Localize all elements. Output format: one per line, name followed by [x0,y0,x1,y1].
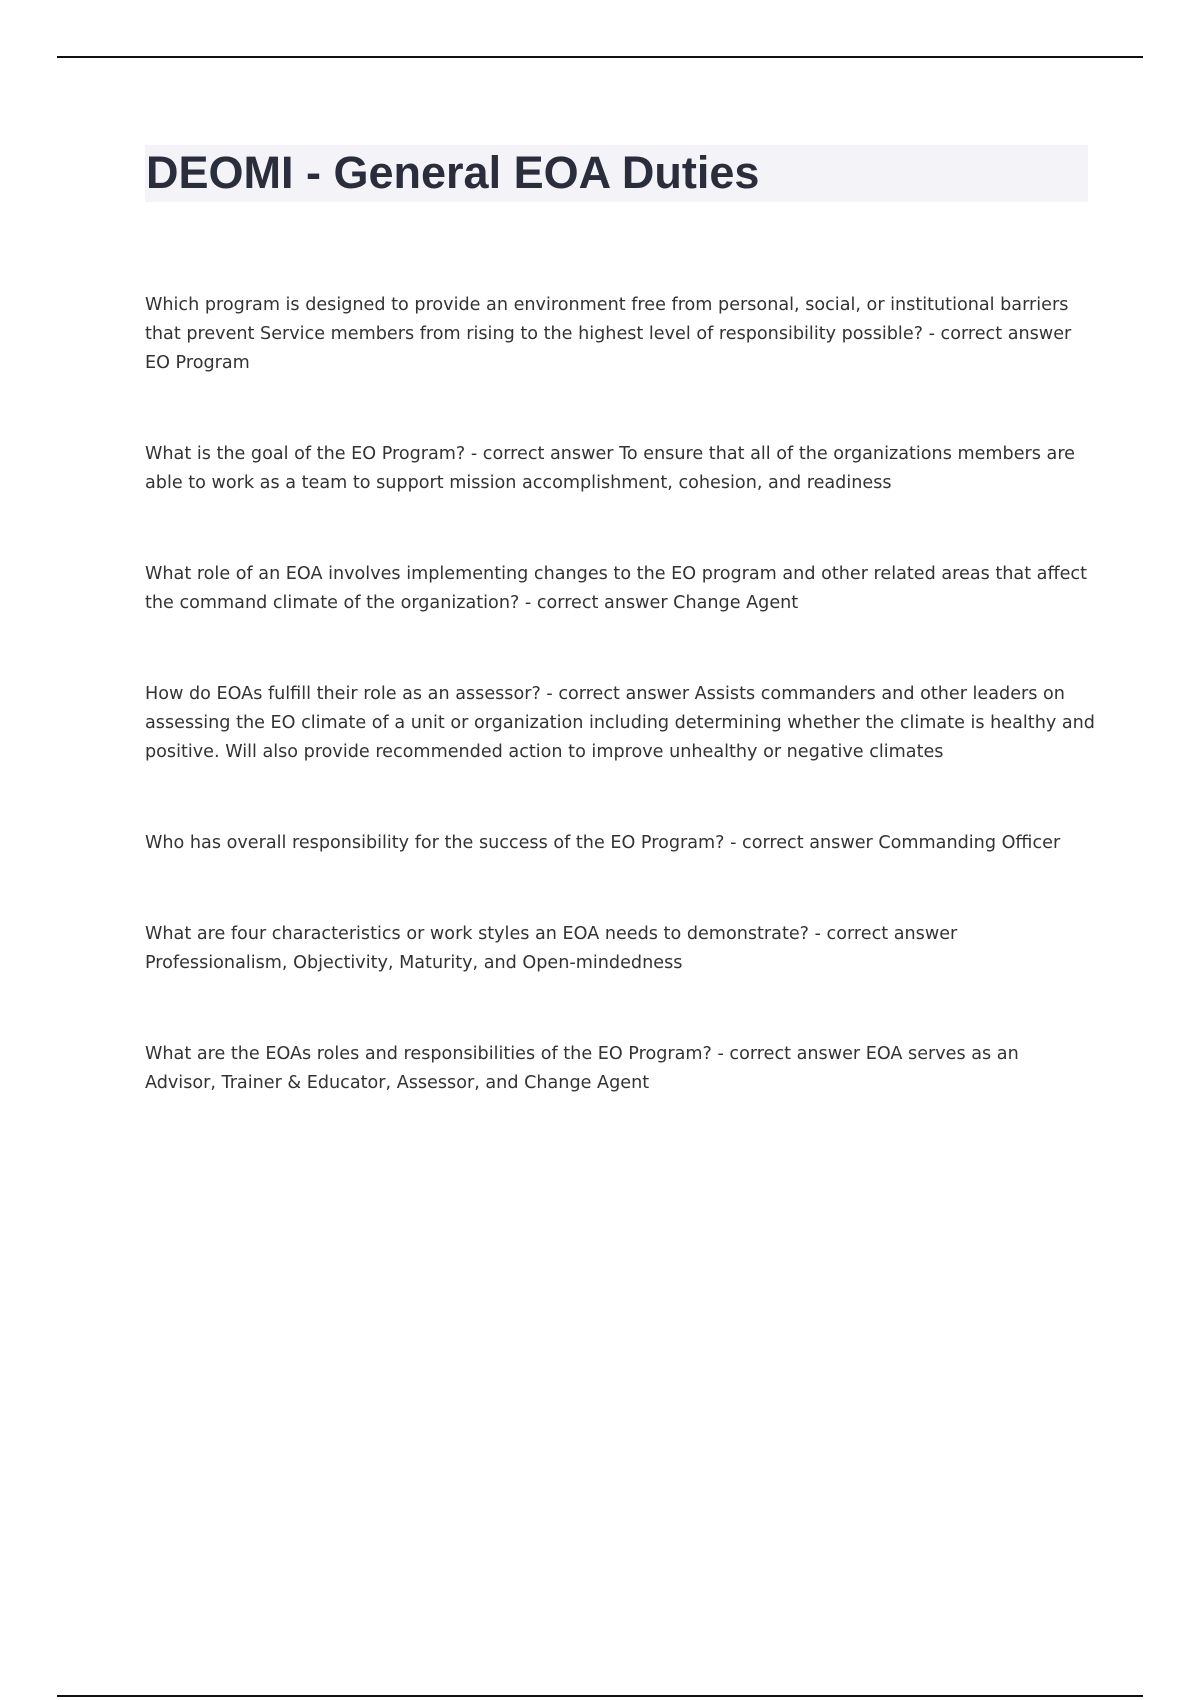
flashcard-4: How do EOAs fulfill their role as an assessor? - correct answer Assists commanders and other leaders on assessing the EO climate of a unit or organization including determining whether the climate is healthy and positive. Will also provide recommended action to improve unhealthy or negative climates [145,684,1095,762]
footer-rule [57,1695,1143,1697]
flashcard-3: What role of an EOA involves implementing changes to the EO program and other related areas that affect the command climate of the organization? - correct answer Change Agent [145,564,1087,613]
flashcard-7: What are the EOAs roles and responsibilities of the EO Program? - correct answer EOA serves as an Advisor, Trainer & Educator, Assessor, and Change Agent [145,1044,1019,1093]
header-rule [57,56,1143,58]
flashcard-1: Which program is designed to provide an environment free from personal, social, or institutional barriers that prevent Service members from rising to the highest level of responsibility possible? - correct answer EO Program [145,295,1072,373]
flashcard-2: What is the goal of the EO Program? - correct answer To ensure that all of the organizations members are able to work as a team to support mission accomplishment, cohesion, and readiness [145,444,1075,493]
page-title: DEOMI - General EOA Duties [146,147,760,198]
flashcard-6: What are four characteristics or work styles an EOA needs to demonstrate? - correct answer Professionalism, Objectivity, Maturity, and Open-mindedness [145,924,958,973]
flashcard-list [145,291,1095,1160]
flashcard-5: Who has overall responsibility for the success of the EO Program? - correct answer Commanding Officer [145,833,1061,853]
